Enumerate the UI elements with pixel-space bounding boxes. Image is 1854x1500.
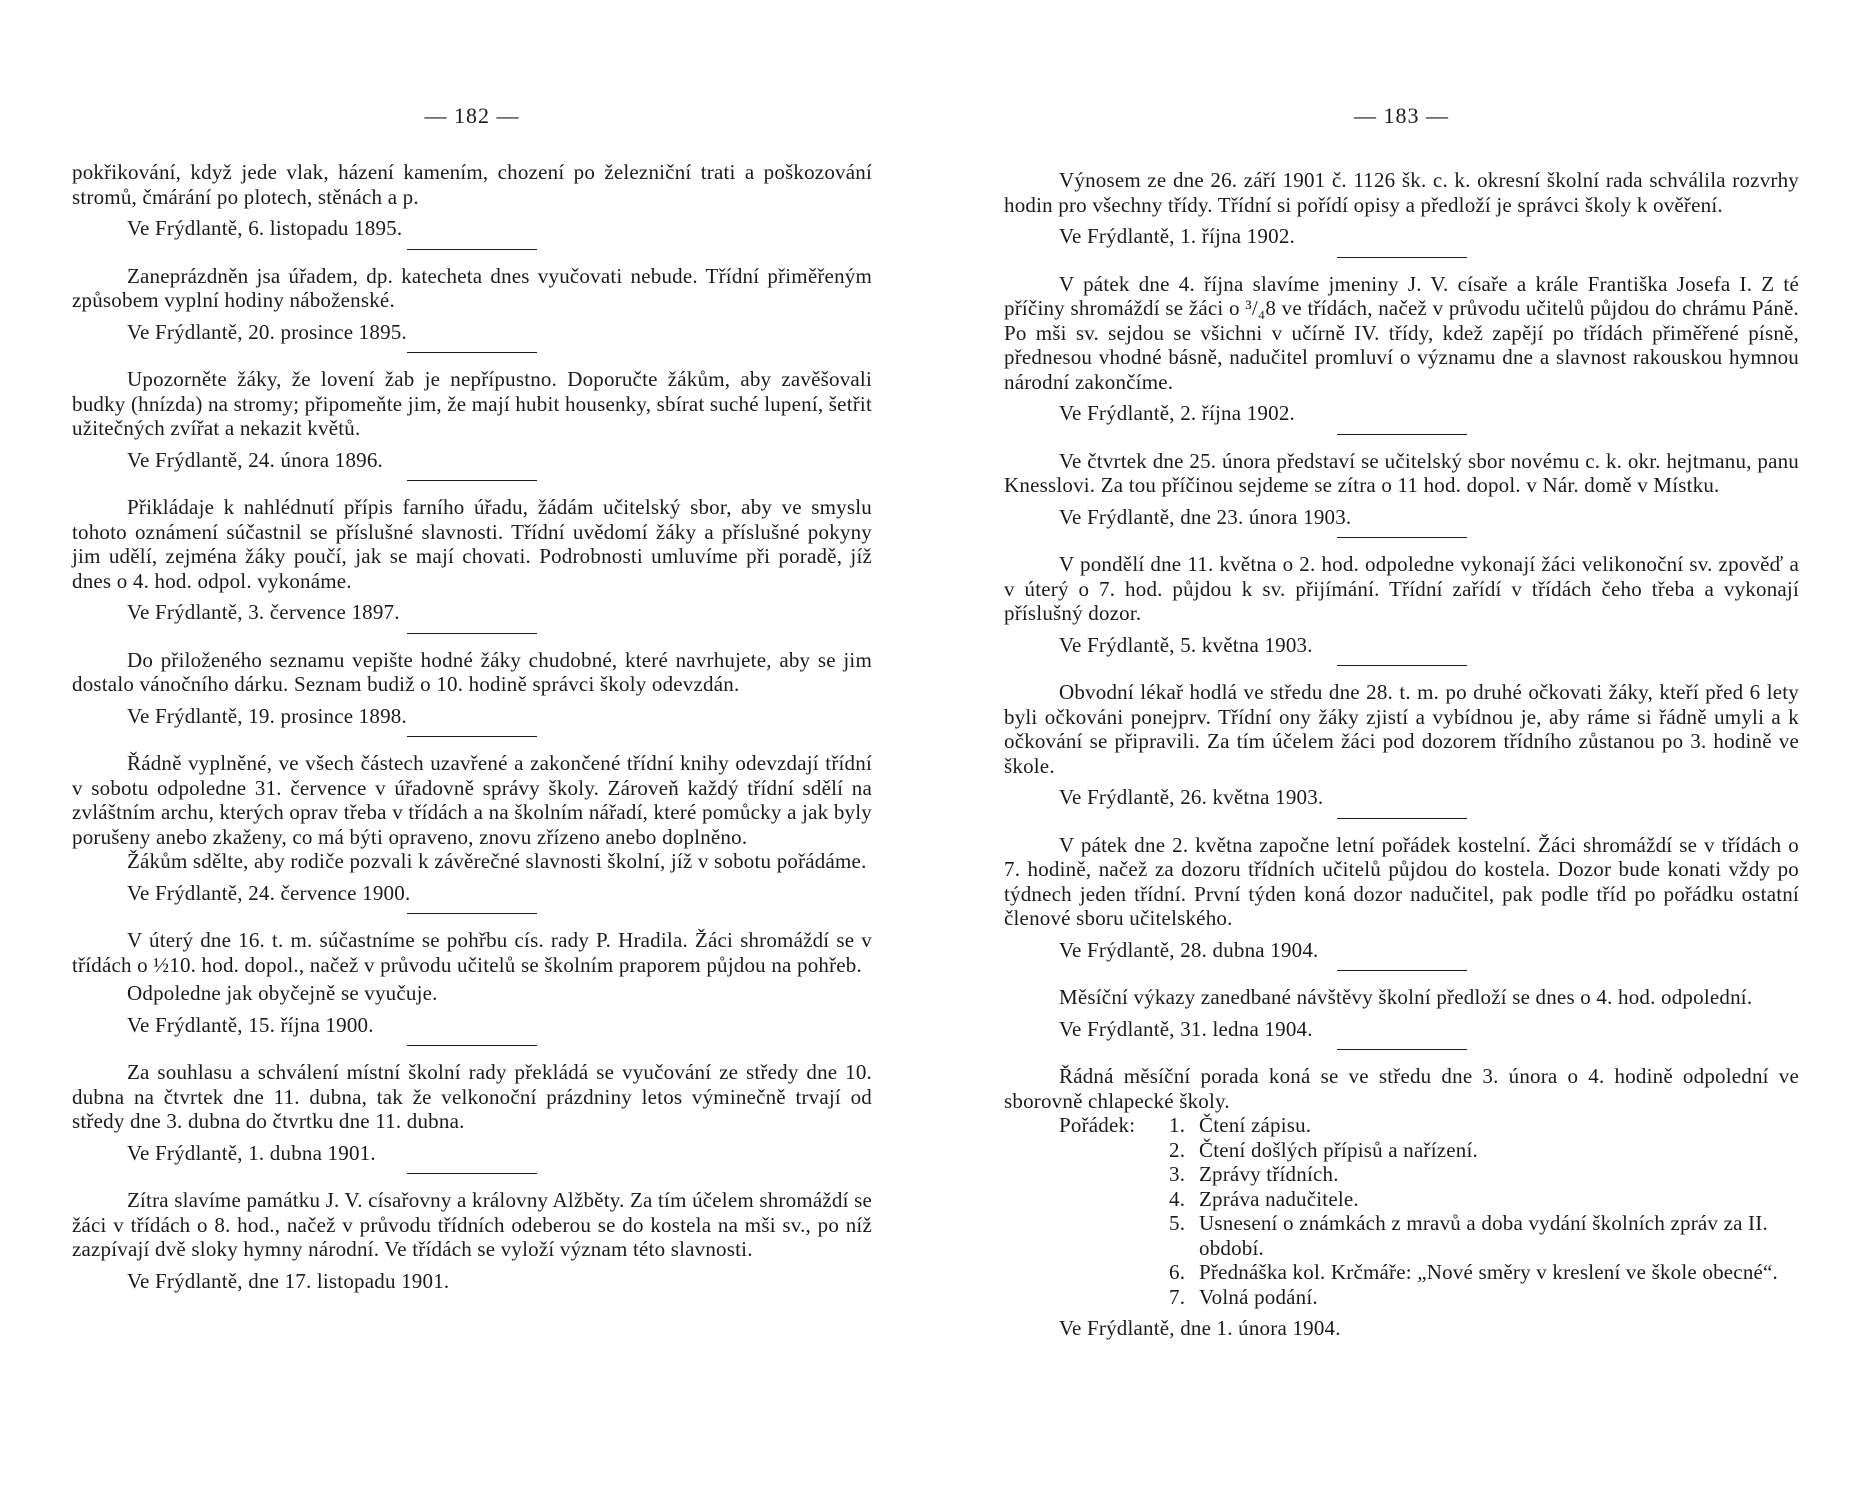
agenda-item-number: 2. <box>1169 1137 1186 1162</box>
notice <box>72 1060 872 1165</box>
agenda-item <box>1169 1285 1799 1310</box>
separator-rule <box>407 736 537 737</box>
page-number-right: — 183 — <box>1354 103 1449 128</box>
notice-paragraph: Zaneprázdněn jsa úřadem, dp. katecheta dnes vyučovati nebude. Třídní přiměřeným způsobem vyplní hodiny náboženské. <box>72 263 872 312</box>
agenda-item-text: Zpráva nadučitele. <box>1199 1186 1359 1211</box>
separator-rule <box>407 352 537 353</box>
agenda-list <box>1169 1113 1799 1309</box>
notice-signature: Ve Frýdlantě, 1. dubna 1901. <box>127 1140 376 1165</box>
notice-paragraph: Přikládaje k nahlédnutí přípis farního úřadu, žádám učitelský sbor, aby ve smyslu tohoto oznámení súčastnil se příslušné slavnosti. Třídní uvědomí žáky a příslušné pokyny jim udělí, zejména žáky poučí, jak se mají chovati. Podrobnosti umluvíme při poradě, jíž dnes o 4. hod. odpol. vykonáme. <box>72 495 872 593</box>
notice-signature: Ve Frýdlantě, 3. července 1897. <box>127 600 400 624</box>
notice-paragraph: Měsíční výkazy zanedbané návštěvy školní předloží se dnes o 4. hod. odpolední. <box>1059 985 1753 1009</box>
agenda-item <box>1169 1138 1799 1163</box>
right-page-content <box>1004 168 1799 1341</box>
agenda-item <box>1169 1162 1799 1187</box>
notice <box>72 928 872 1037</box>
notice-paragraph: V pondělí dne 11. května o 2. hod. odpoledne vykonají žáci velikonoční sv. zpověď a v úterý o 7. hod. půjdou k sv. přijímání. Třídní zařídí v třídách čeho třeba a vykonají příslušný dozor. <box>1004 552 1799 625</box>
notice <box>72 1188 872 1293</box>
notice <box>72 367 872 472</box>
notice-signature: Ve Frýdlantě, 31. ledna 1904. <box>1059 1016 1313 1041</box>
notice-extra-line: Odpoledne jak obyčejně se vyučuje. <box>127 981 438 1005</box>
agenda-item-text: Volná podání. <box>1199 1284 1318 1309</box>
notice <box>72 648 872 729</box>
notice-paragraph: Výnosem ze dne 26. září 1901 č. 1126 šk. c. k. okresní školní rada schválila rozvrhy hodin pro všechny třídy. Třídní si pořídí opisy a předloží je správci školy k ověření. <box>1004 168 1799 217</box>
notice-signature: Ve Frýdlantě, 24. července 1900. <box>127 880 411 905</box>
notice-signature: Ve Frýdlantě, dne 17. listopadu 1901. <box>127 1268 450 1293</box>
agenda-item <box>1169 1187 1799 1212</box>
notice-signature: Ve Frýdlantě, 20. prosince 1895. <box>127 319 407 344</box>
notice <box>1004 1064 1799 1341</box>
agenda-title: Pořádek: <box>1059 1113 1136 1137</box>
notice-paragraph: V úterý dne 16. t. m. súčastníme se pohřbu cís. rady P. Hradila. Žáci shromáždí se v třídách o ½10. hod. dopol., načež v průvodu učitelů se školním praporem půjdou na pohřeb. <box>72 928 872 977</box>
notice-paragraph: Žákům sdělte, aby rodiče pozvali k závěrečné slavnosti školní, jíž v sobotu pořádáme. <box>127 849 867 873</box>
separator-rule <box>1337 537 1467 538</box>
notice-signature: Ve Frýdlantě, 19. prosince 1898. <box>127 703 407 728</box>
agenda-item-number: 5. <box>1169 1211 1186 1235</box>
agenda-item <box>1169 1211 1799 1260</box>
agenda-item-text: Čtení došlých přípisů a nařízení. <box>1199 1137 1478 1162</box>
separator-rule <box>1337 818 1467 819</box>
notice-signature: Ve Frýdlantě, 24. února 1896. <box>127 447 384 472</box>
notice <box>1004 449 1799 530</box>
notice <box>1004 833 1799 963</box>
notice-signature: Ve Frýdlantě, dne 23. února 1903. <box>1059 504 1352 529</box>
notice-paragraph: Řádně vyplněné, ve všech částech uzavřené a zakončené třídní knihy odevzdají třídní v sobotu odpoledne 31. července v úřadovně správy školy. Zároveň každý třídní sdělí na zvláštním archu, kterých oprav třeba v třídách a na školním nářadí, které pomůcky a jak byly porušeny anebo zkaženy, co má býti opraveno, znovu zřízeno anebo doplněno. <box>72 751 872 849</box>
notice-paragraph: Ve čtvrtek dne 25. února představí se učitelský sbor novému c. k. okr. hejtmanu, panu Knesslovi. Za tou příčinou sejdeme se zítra o 11 hod. dopol. v Nár. domě v Místku. <box>1004 448 1799 497</box>
separator-rule <box>407 1173 537 1174</box>
separator-rule <box>407 633 537 634</box>
notice-paragraph: Za souhlasu a schválení místní školní rady překládá se vyučování ze středy dne 10. dubna na čtvrtek dne 11. dubna, tak že velkonoční prázdniny letos výminečně trvají od středy dne 3. dubna do čtvrtku dne 11. dubna. <box>72 1060 872 1133</box>
agenda-item-number: 6. <box>1169 1260 1186 1284</box>
separator-rule <box>407 249 537 250</box>
notice-paragraph: Do přiloženého seznamu vepište hodné žáky chudobné, které navrhujete, aby se jim dostalo vánočního dárku. Seznam budiž o 10. hodině správci školy odevzdán. <box>72 647 872 696</box>
notice <box>72 264 872 345</box>
notice <box>1004 680 1799 810</box>
separator-rule <box>1337 1049 1467 1050</box>
separator-rule <box>407 1045 537 1046</box>
agenda-item <box>1169 1113 1799 1138</box>
notice <box>1004 168 1799 249</box>
agenda-item-number: 3. <box>1169 1162 1186 1186</box>
notice <box>72 160 872 241</box>
notice-signature: Ve Frýdlantě, 5. května 1903. <box>1059 632 1313 657</box>
notice-signature: Ve Frýdlantě, 1. října 1902. <box>1059 224 1295 248</box>
notice-signature: Ve Frýdlantě, dne 1. února 1904. <box>1059 1316 1341 1340</box>
notice-signature: Ve Frýdlantě, 6. listopadu 1895. <box>127 216 403 240</box>
agenda-item-text: Usnesení o známkách z mravů a doba vydání školních zpráv za II. období. <box>1199 1211 1768 1260</box>
notice-signature: Ve Frýdlantě, 2. října 1902. <box>1059 401 1295 425</box>
notice-paragraph: Zítra slavíme památku J. V. císařovny a královny Alžběty. Za tím účelem shromáždí se žáci v třídách o 8. hod., načež v průvodu třídních odeberou se do kostela na mši sv., po níž zazpívají dvě sloky hymny národní. Ve třídách se vyloží význam této slavnosti. <box>72 1188 872 1261</box>
notice-paragraph: Obvodní lékař hodlá ve středu dne 28. t. m. po druhé očkovati žáky, kteří před 6 lety byli očkováni ponejprv. Třídní ony žáky zjistí a vybídnou je, aby ráme si řádně umyli a k očkování se připravili. Za tím účelem žáci pod dozorem třídního zůstanou po 3. hodině ve škole. <box>1004 680 1799 778</box>
agenda-item-text: Čtení zápisu. <box>1199 1113 1312 1137</box>
separator-rule <box>407 913 537 914</box>
notice-signature: Ve Frýdlantě, 28. dubna 1904. <box>1059 937 1319 962</box>
agenda-item <box>1169 1260 1799 1285</box>
page-number-left: — 182 — <box>424 103 520 128</box>
notice-paragraph: V pátek dne 4. října slavíme jmeniny J. V. císaře a krále Františka Josefa I. Z té příčiny shromáždí se žáci o ³/₄8 ve třídách, načež v průvodu učitelů půjdou do chrámu Páně. Po mši sv. sejdou se všichni v učírně IV. třídy, kdež zapějí po třídách přiměřené písně, přednesou vhodné básně, nadučitel promluví o významu dne a slavnost rakouskou hymnou národní zakončíme. <box>1004 271 1799 394</box>
notice <box>1004 552 1799 657</box>
notice-paragraph: Upozorněte žáky, že lovení žab je nepřípustno. Doporučte žákům, aby zavěšovali budky (hnízda) na stromy; připomeňte jim, že mají hubit housenky, sbírat suché lupení, šetřit užitečných zvířat a nekazit květů. <box>72 367 872 440</box>
meeting-agenda <box>1004 1113 1799 1309</box>
separator-rule <box>1337 665 1467 666</box>
notice <box>1004 272 1799 426</box>
separator-rule <box>1337 434 1467 435</box>
agenda-item-number: 1. <box>1169 1113 1186 1137</box>
notice-signature: Ve Frýdlantě, 15. října 1900. <box>127 1012 374 1037</box>
left-page <box>72 0 872 1500</box>
notice <box>72 751 872 905</box>
agenda-item-number: 4. <box>1169 1186 1186 1211</box>
separator-rule <box>1337 257 1467 258</box>
agenda-item-number: 7. <box>1169 1284 1186 1309</box>
separator-rule <box>407 480 537 481</box>
notice <box>72 495 872 625</box>
left-page-content <box>72 160 872 1293</box>
right-page <box>1004 0 1799 1500</box>
notice-paragraph: pokřikování, když jede vlak, házení kamením, chození po železniční trati a poškozování stromů, čmárání po plotech, stěnách a p. <box>72 160 872 209</box>
agenda-item-text: Přednáška kol. Krčmáře: „Nové směry v kreslení ve škole obecné“. <box>1199 1260 1779 1284</box>
notice <box>1004 985 1799 1041</box>
agenda-item-text: Zprávy třídních. <box>1199 1162 1339 1186</box>
notice-signature: Ve Frýdlantě, 26. května 1903. <box>1059 785 1324 809</box>
separator-rule <box>1337 970 1467 971</box>
notice-paragraph: V pátek dne 2. května započne letní pořádek kostelní. Žáci shromáždí se v třídách o 7. hodině, načež za dozoru třídních učitelů půjdou do kostela. Dozor bude konati vždy po týdnech jeden třídní. První týden koná dozor nadučitel, pak podle tříd po pořádku ostatní členové sboru učitelského. <box>1004 832 1799 930</box>
notice-paragraph: Řádná měsíční porada koná se ve středu dne 3. února o 4. hodině odpolední ve sborovně chlapecké školy. <box>1004 1064 1799 1113</box>
